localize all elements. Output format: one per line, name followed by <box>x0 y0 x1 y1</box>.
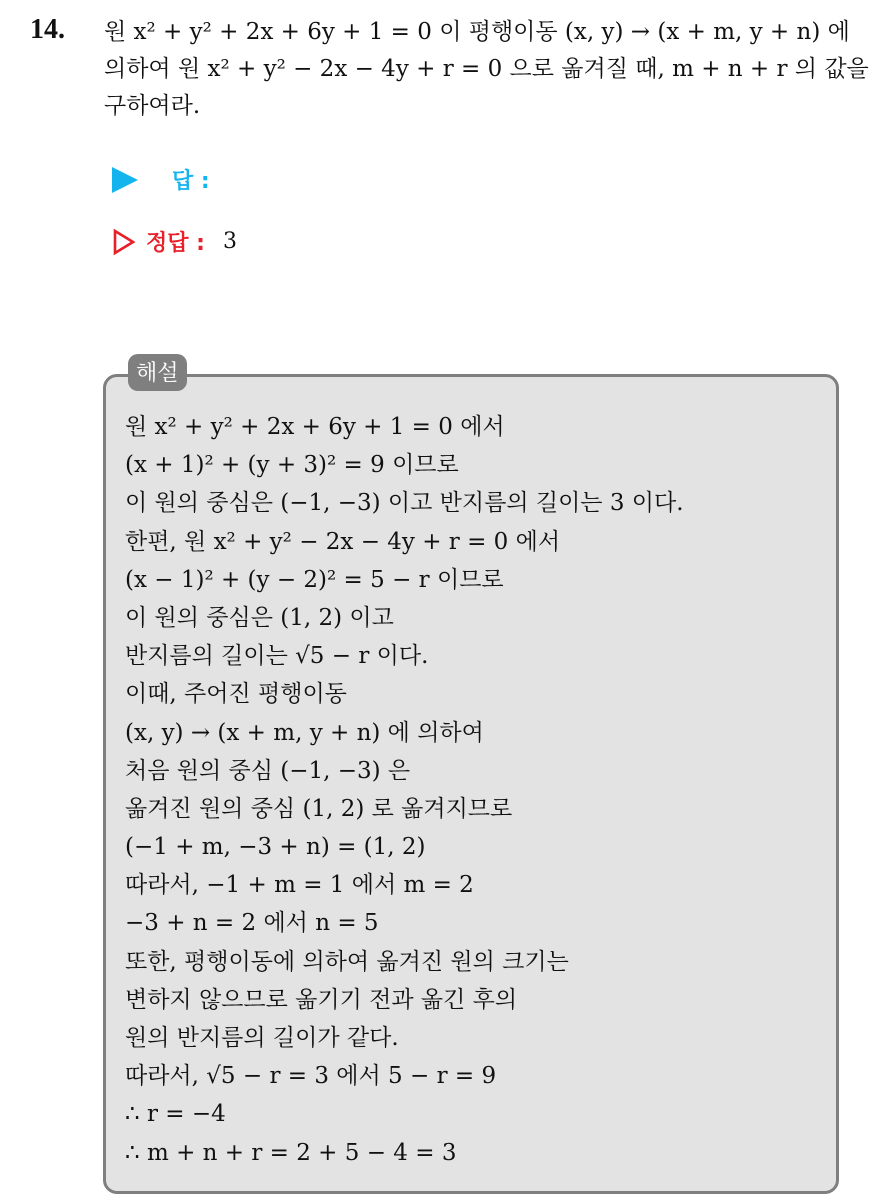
solution-line: 반지름의 길이는 √5 − r 이다. <box>125 643 429 670</box>
correct-answer-label: 정답 : <box>146 231 205 256</box>
solution-line: (−1 + m, −3 + n) = (1, 2) <box>125 834 426 861</box>
solution-line: 한편, 원 x² + y² − 2x − 4y + r = 0 에서 <box>125 528 561 555</box>
question-text <box>104 14 869 125</box>
solution-line: (x, y) → (x + m, y + n) 에 의하여 <box>125 719 484 746</box>
solution-tag: 해설 <box>128 354 187 391</box>
answer-row <box>112 164 210 195</box>
solution-text <box>125 408 825 1172</box>
solution-line: 옮겨진 원의 중심 (1, 2) 로 옮겨지므로 <box>125 795 513 822</box>
solution-line: 이 원의 중심은 (1, 2) 이고 <box>125 604 394 631</box>
question-line: 구하여라. <box>104 93 201 119</box>
question-line: 원 x² + y² + 2x + 6y + 1 = 0 이 평행이동 (x, y) → (x + m, y + n) 에 <box>104 19 850 45</box>
solution-line: ∴ m + n + r = 2 + 5 − 4 = 3 <box>125 1139 457 1166</box>
solution-line: 처음 원의 중심 (−1, −3) 은 <box>125 757 411 784</box>
solution-line: 원의 반지름의 길이가 같다. <box>125 1025 399 1051</box>
solution-line: 변하지 않으므로 옮기기 전과 옮긴 후의 <box>125 986 518 1013</box>
correct-answer-value: 3 <box>222 229 237 254</box>
solution-line: 따라서, −1 + m = 1 에서 m = 2 <box>125 872 474 899</box>
solution-line: (x − 1)² + (y − 2)² = 5 − r 이므로 <box>125 566 504 593</box>
solution-line: ∴ r = −4 <box>125 1101 226 1128</box>
solution-line: 이 원의 중심은 (−1, −3) 이고 반지름의 길이는 3 이다. <box>125 490 684 517</box>
correct-answer-row <box>112 226 237 257</box>
solution-line: 원 x² + y² + 2x + 6y + 1 = 0 에서 <box>125 414 505 440</box>
play-filled-icon <box>112 167 138 193</box>
question-line: 의하여 원 x² + y² − 2x − 4y + r = 0 으로 옮겨질 때, m + n + r 의 값을 <box>104 56 869 82</box>
solution-line: 따라서, √5 − r = 3 에서 5 − r = 9 <box>125 1063 497 1090</box>
solution-line: 또한, 평행이동에 의하여 옮겨진 원의 크기는 <box>125 948 569 975</box>
solution-line: 이때, 주어진 평행이동 <box>125 681 347 708</box>
play-outline-icon <box>112 228 136 256</box>
solution-line: −3 + n = 2 에서 n = 5 <box>125 910 379 937</box>
question-number: 14. <box>30 14 65 45</box>
solution-line: (x + 1)² + (y + 3)² = 9 이므로 <box>125 452 459 479</box>
answer-label: 답 : <box>172 169 210 194</box>
